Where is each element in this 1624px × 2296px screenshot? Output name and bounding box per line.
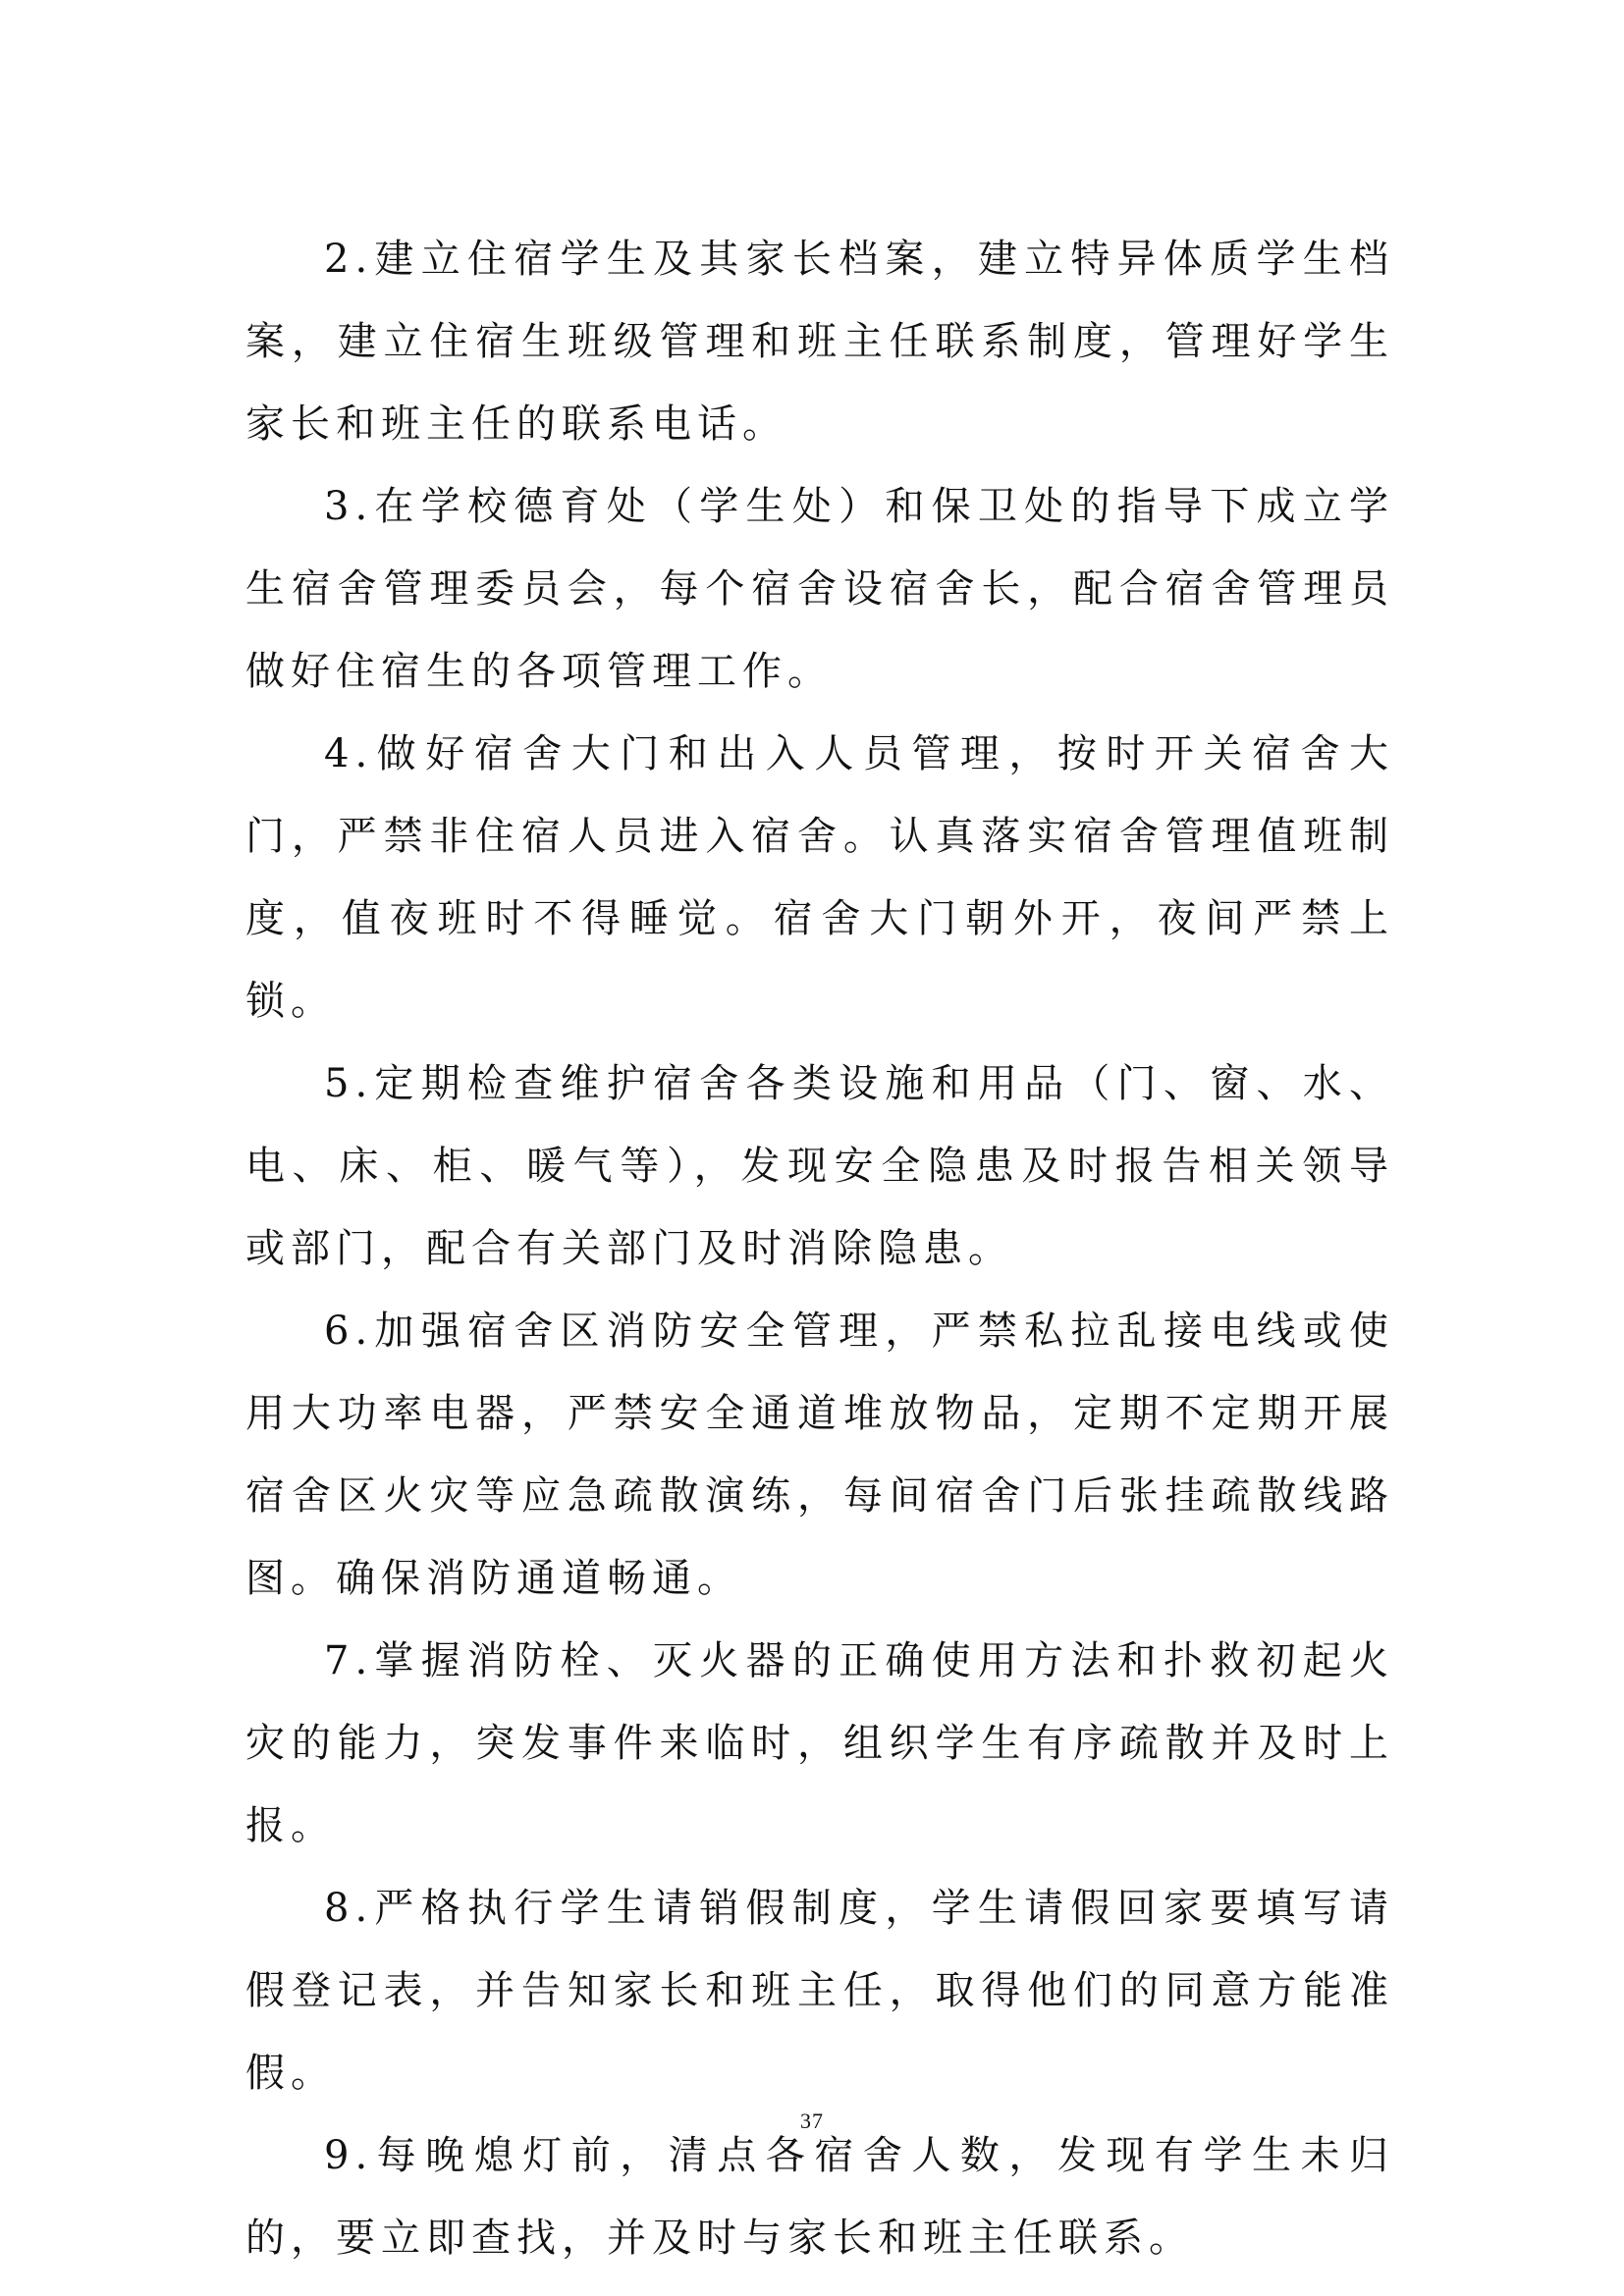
- paragraph-item-8: 8.严格执行学生请销假制度，学生请假回家要填写请假登记表，并告知家长和班主任，取得他们的同意方能准假。: [245, 1886, 1394, 2096]
- paragraph-item-5: 5.定期检查维护宿舍各类设施和用品（门、窗、水、电、床、柜、暖气等），发现安全隐患及时报告相关领导或部门，配合有关部门及时消除隐患。: [245, 1061, 1394, 1271]
- paragraph-item-9: 9.每晚熄灯前，清点各宿舍人数，发现有学生未归的，要立即查找，并及时与家长和班主任联系。: [245, 2133, 1394, 2261]
- paragraph-item-7: 7.掌握消防栓、灭火器的正确使用方法和扑救初起火灾的能力，突发事件来临时，组织学生有序疏散并及时上报。: [245, 1638, 1394, 1848]
- page-number: 37: [800, 2109, 824, 2133]
- paragraph-item-6: 6.加强宿舍区消防安全管理，严禁私拉乱接电线或使用大功率电器，严禁安全通道堆放物品，定期不定期开展宿舍区火灾等应急疏散演练，每间宿舍门后张挂疏散线路图。确保消防通道畅通。: [245, 1308, 1394, 1601]
- paragraph-item-3: 3.在学校德育处（学生处）和保卫处的指导下成立学生宿舍管理委员会，每个宿舍设宿舍长，配合宿舍管理员做好住宿生的各项管理工作。: [245, 484, 1394, 694]
- paragraph-item-2: 2.建立住宿学生及其家长档案，建立特异体质学生档案，建立住宿生班级管理和班主任联系制度，管理好学生家长和班主任的联系电话。: [245, 237, 1394, 447]
- paragraph-item-4: 4.做好宿舍大门和出入人员管理，按时开关宿舍大门，严禁非住宿人员进入宿舍。认真落实宿舍管理值班制度，值夜班时不得睡觉。宿舍大门朝外开，夜间严禁上锁。: [245, 731, 1394, 1024]
- document-body: [245, 218, 1394, 2279]
